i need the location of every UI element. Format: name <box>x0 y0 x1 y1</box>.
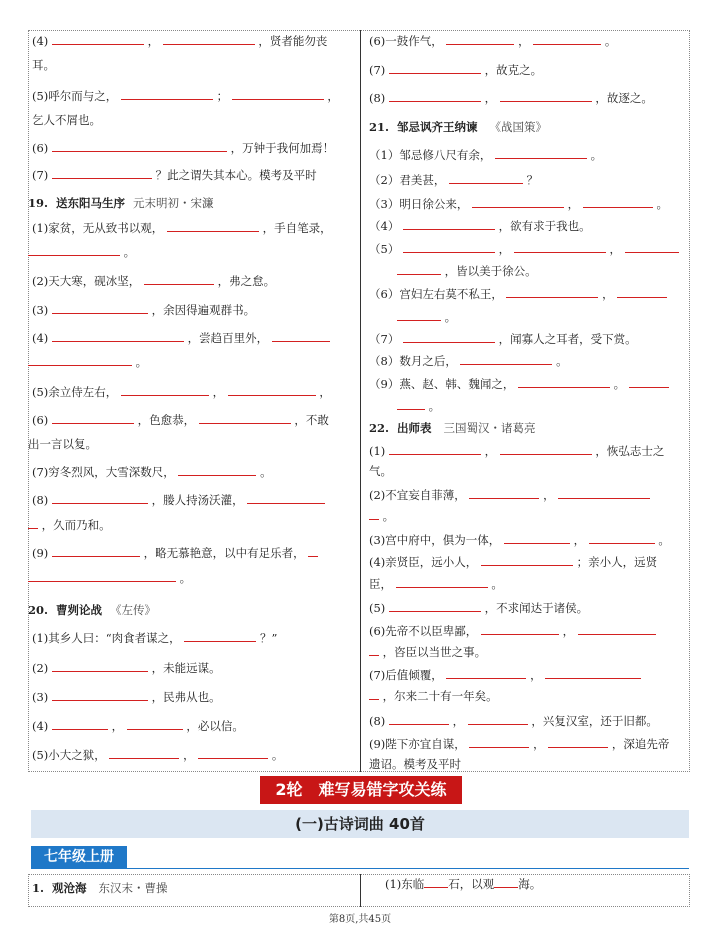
section-title: (一)古诗词曲 40首 <box>31 810 689 838</box>
exercise-line: ，尔来二十有一年矣。 <box>369 688 681 704</box>
exercise-line: （3）明日徐公来， ， 。 <box>369 197 668 211</box>
answer-blank[interactable] <box>28 517 38 529</box>
exercise-line: (1)其乡人曰：“肉食者谋之， ？” <box>32 631 278 645</box>
exercise-line: (4) ， ，贤者能勿丧 <box>32 34 328 48</box>
exercise-line: ，皆以美于徐公。 <box>397 263 681 279</box>
exercise-line: (6)先帝不以臣卑鄙， ， <box>369 623 681 639</box>
answer-blank[interactable] <box>500 90 592 102</box>
answer-blank[interactable] <box>397 309 441 321</box>
exercise-line: (2)不宜妄自菲薄， ， <box>369 487 681 503</box>
section-heading-1: 1. 观沧海 东汉末・曹操 <box>32 881 168 895</box>
exercise-line: (8) ， ，兴复汉室，还于旧都。 <box>369 714 658 728</box>
answer-blank[interactable] <box>389 90 481 102</box>
exercise-line: (2)天大寒，砚冰坚， ，弗之怠。 <box>32 274 276 288</box>
exercise-line: （9）燕、赵、韩、魏闻之， 。 <box>369 376 681 392</box>
exercise-line: (1)家贫，无从致书以观， ，手自笔录， <box>32 221 332 235</box>
answer-blank[interactable] <box>52 33 144 45</box>
answer-blank[interactable] <box>481 554 573 566</box>
round-banner: 2轮 难写易错字攻关练 <box>260 776 462 804</box>
answer-blank[interactable] <box>121 384 209 396</box>
answer-blank[interactable] <box>617 286 667 298</box>
exercise-line: 耳。 <box>32 58 55 72</box>
page-footer: 第8页,共45页 <box>328 914 392 925</box>
answer-blank[interactable] <box>449 172 523 184</box>
answer-blank[interactable] <box>468 713 528 725</box>
section-heading-21: 21. 邹忌讽齐王纳谏 《战国策》 <box>369 120 548 134</box>
exercise-line: (2) ，未能远谋。 <box>32 661 221 675</box>
exercise-line: 乞人不屑也。 <box>32 113 101 127</box>
answer-blank[interactable] <box>198 747 268 759</box>
answer-blank[interactable] <box>109 747 179 759</box>
answer-blank[interactable] <box>127 718 183 730</box>
exercise-line: （6）宫妇左右莫不私王， ， <box>369 286 681 302</box>
answer-blank[interactable] <box>495 147 587 159</box>
answer-blank[interactable] <box>52 167 152 179</box>
exercise-line: （1）邹忌修八尺有余， 。 <box>369 148 603 162</box>
exercise-line: （4） ，欲有求于我也。 <box>369 219 591 233</box>
answer-blank[interactable] <box>52 140 227 152</box>
exercise-line: (7) ，故克之。 <box>369 63 543 77</box>
column-divider <box>360 30 361 772</box>
exercise-line: (3) ，余因得遍观群书。 <box>32 303 256 317</box>
exercise-line: 臣， 。 <box>369 577 503 591</box>
answer-blank[interactable] <box>545 667 641 679</box>
answer-blank[interactable] <box>481 623 559 635</box>
answer-blank[interactable] <box>583 196 653 208</box>
answer-blank[interactable] <box>500 443 592 455</box>
exercise-line: (1)东临 石，以观 海。 <box>385 877 542 891</box>
answer-blank[interactable] <box>121 88 213 100</box>
answer-blank[interactable] <box>403 218 495 230</box>
exercise-line: （5） ， ， <box>369 241 681 257</box>
answer-blank[interactable] <box>369 644 379 656</box>
exercise-line: ，久而乃和。 <box>28 517 352 533</box>
answer-blank[interactable] <box>228 384 316 396</box>
exercise-line: 。 <box>28 244 352 260</box>
exercise-line: (7)穷冬烈风，大雪深数尺， 。 <box>32 465 272 479</box>
exercise-line: 出一言以复。 <box>28 437 97 451</box>
answer-blank[interactable] <box>369 688 379 700</box>
exercise-line: (4)亲贤臣，远小人， ；亲小人，远贤 <box>369 555 658 569</box>
answer-blank[interactable] <box>167 220 259 232</box>
answer-blank[interactable] <box>52 492 148 504</box>
answer-blank[interactable] <box>232 88 324 100</box>
answer-blank[interactable] <box>308 545 318 557</box>
answer-blank[interactable] <box>506 286 598 298</box>
answer-blank[interactable] <box>369 508 379 520</box>
answer-blank[interactable] <box>629 376 669 388</box>
exercise-line: ，咨臣以当世之事。 <box>369 644 681 660</box>
exercise-line: （8）数月之后， 。 <box>369 354 568 368</box>
exercise-line: 气。 <box>369 464 392 478</box>
answer-blank[interactable] <box>469 736 529 748</box>
exercise-line: 。 <box>369 508 681 524</box>
exercise-line: (3) ，民弗从也。 <box>32 690 221 704</box>
exercise-line: (5)呼尔而与之， ； ， <box>32 89 339 103</box>
answer-blank[interactable] <box>446 33 514 45</box>
exercise-line: 。 <box>28 354 352 370</box>
exercise-line: (7) ？此之谓失其本心。模考及平时 <box>32 168 317 182</box>
answer-blank[interactable] <box>28 570 176 582</box>
answer-blank[interactable] <box>163 33 255 45</box>
exercise-line: (8) ，媵人持汤沃灌， <box>32 492 352 508</box>
answer-blank[interactable] <box>518 376 610 388</box>
exercise-line: (8) ， ，故逐之。 <box>369 91 653 105</box>
answer-blank[interactable] <box>389 443 481 455</box>
answer-blank[interactable] <box>548 736 608 748</box>
grade-underline <box>31 868 689 869</box>
section-heading-19: 19. 送东阳马生序 元末明初・宋濂 <box>28 196 214 210</box>
exercise-line: (5)小大之狱， ， 。 <box>32 748 284 762</box>
exercise-line: 遗诏。模考及平时 <box>369 757 461 771</box>
exercise-line: （2）君美甚， ？ <box>369 173 539 187</box>
exercise-line: (5)余立侍左右， ， ， <box>32 385 331 399</box>
exercise-line: 。 <box>397 309 681 325</box>
answer-blank[interactable] <box>199 412 291 424</box>
answer-blank[interactable] <box>578 623 656 635</box>
answer-blank[interactable] <box>28 354 132 366</box>
exercise-line: (6)一鼓作气， ， 。 <box>369 34 617 48</box>
answer-blank[interactable] <box>52 330 184 342</box>
answer-blank[interactable] <box>558 487 650 499</box>
exercise-line: (4) ，尝趋百里外， <box>32 330 352 346</box>
answer-blank[interactable] <box>389 600 481 612</box>
exercise-line: (9) ，略无慕艳意，以中有足乐者， <box>32 545 352 561</box>
answer-blank[interactable] <box>403 331 495 343</box>
answer-blank[interactable] <box>52 689 148 701</box>
exercise-line: (6) ，色愈恭， ，不敢 <box>32 413 329 427</box>
exercise-line: (5) ，不求闻达于诸侯。 <box>369 601 589 615</box>
exercise-line: （7） ，闻寡人之耳者，受下赏。 <box>369 332 637 346</box>
answer-blank[interactable] <box>504 532 570 544</box>
answer-blank[interactable] <box>514 241 606 253</box>
answer-blank[interactable] <box>178 464 256 476</box>
answer-blank[interactable] <box>272 330 330 342</box>
grade-label: 七年级上册 <box>31 846 127 868</box>
answer-blank[interactable] <box>389 713 449 725</box>
answer-blank[interactable] <box>184 630 256 642</box>
answer-blank[interactable] <box>403 241 495 253</box>
answer-blank[interactable] <box>52 545 140 557</box>
answer-blank[interactable] <box>52 302 148 314</box>
exercise-line: (7)后值倾覆， ， <box>369 667 681 683</box>
answer-blank[interactable] <box>472 196 564 208</box>
answer-blank[interactable] <box>389 62 481 74</box>
exercise-line: 。 <box>397 398 681 414</box>
answer-blank[interactable] <box>28 244 120 256</box>
section-heading-20: 20. 曹刿论战 《左传》 <box>28 603 157 617</box>
answer-blank[interactable] <box>144 273 214 285</box>
exercise-line: 。 <box>28 570 352 586</box>
answer-blank[interactable] <box>396 576 488 588</box>
answer-blank[interactable] <box>469 487 539 499</box>
answer-blank[interactable] <box>424 876 448 888</box>
answer-blank[interactable] <box>533 33 601 45</box>
exercise-line: (4) ， ，必以信。 <box>32 719 244 733</box>
answer-blank[interactable] <box>625 241 679 253</box>
exercise-line: (3)宫中府中，俱为一体， ， 。 <box>369 533 670 547</box>
answer-blank[interactable] <box>460 353 552 365</box>
answer-blank[interactable] <box>494 876 518 888</box>
answer-blank[interactable] <box>397 263 441 275</box>
exercise-line: (9)陛下亦宜自谋， ， ，深追先帝 <box>369 737 670 751</box>
answer-blank[interactable] <box>397 398 425 410</box>
answer-blank[interactable] <box>247 492 325 504</box>
answer-blank[interactable] <box>52 412 134 424</box>
section-heading-22: 22. 出师表 三国蜀汉・诸葛亮 <box>369 421 536 435</box>
answer-blank[interactable] <box>446 667 526 679</box>
bottom-column-divider <box>360 874 361 907</box>
answer-blank[interactable] <box>589 532 655 544</box>
answer-blank[interactable] <box>52 660 148 672</box>
exercise-line: (6) ，万钟于我何加焉！ <box>32 141 335 155</box>
exercise-line: (1) ， ，恢弘志士之 <box>369 444 665 458</box>
answer-blank[interactable] <box>52 718 108 730</box>
